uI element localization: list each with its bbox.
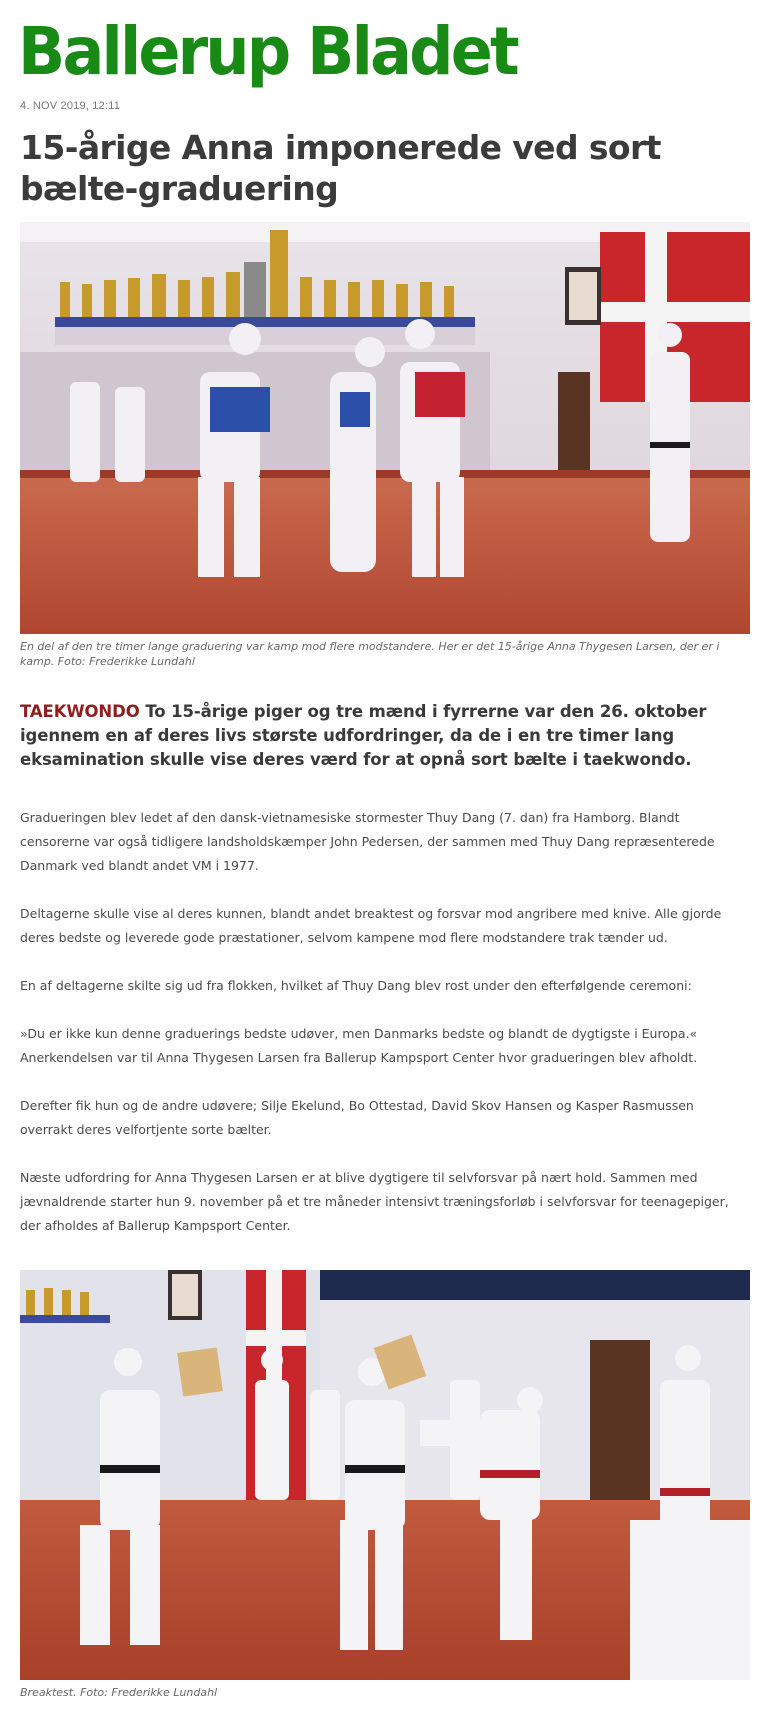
body-paragraph: Næste udfordring for Anna Thygesen Larsen er at blive dygtigere til selvforsvar på nært hold. Sammen med jævnaldrende starter hun 9. november på et tre måneder intensivt træningsforløb i selvforsvar for teenagepiger, der afholdes af Ballerup Kampsport Center. — [20, 1170, 729, 1233]
body-paragraph: En af deltagerne skilte sig ud fra flokken, hvilket af Thuy Dang blev rost under den efterfølgende ceremoni: — [20, 978, 692, 993]
breaktest-photo-illustration — [20, 1270, 750, 1680]
photo-caption: Breaktest. Foto: Frederikke Lundahl — [20, 1686, 218, 1699]
sparring-photo-illustration — [20, 222, 750, 634]
body-paragraph: Gradueringen blev ledet af den dansk-vietnamesiske stormester Thuy Dang (7. dan) fra Hamborg. Blandt censorerne var også tidligere landsholdskæmper John Pedersen, der sammen med Thuy Dang repræsenterede Danmark ved blandt andet VM i 1977. — [20, 810, 715, 873]
article-photo-breaktest[interactable] — [20, 1270, 750, 1680]
body-paragraph: Derefter fik hun og de andre udøvere; Silje Ekelund, Bo Ottestad, David Skov Hansen og Kasper Rasmussen overrakt deres velfortjente sorte bælter. — [20, 1098, 694, 1137]
article-body — [20, 806, 750, 1262]
photo-caption: En del af den tre timer lange graduering var kamp mod flere modstandere. Her er det 15-årige Anna Thygesen Larsen, der er i kamp. Foto: Frederikke Lundahl — [20, 640, 720, 668]
lead-text: To 15-årige piger og tre mænd i fyrrerne var den 26. oktober igennem en af deres livs største udfordringer, da de i en tre timer lang eksamination skulle vise deres værd for at opnå sort bælte i taekwondo. — [20, 702, 707, 769]
publish-date: 4. NOV 2019, 12:11 — [20, 100, 121, 112]
body-paragraph: Deltagerne skulle vise al deres kunnen, blandt andet breaktest og forsvar mod angribere med knive. Alle gjorde deres bedste og leverede gode præstationer, selvom kampene mod flere modstandere trak tænder ud. — [20, 906, 722, 945]
body-paragraph: »Du er ikke kun denne graduerings bedste udøver, men Danmarks bedste og blandt de dygtigste i Europa.« Anerkendelsen var til Anna Thygesen Larsen fra Ballerup Kampsport Center hvor gradueringen blev afholdt. — [20, 1026, 698, 1065]
lead-kicker: TAEKWONDO — [20, 702, 140, 721]
site-logo[interactable]: Ballerup Bladet — [18, 13, 517, 90]
article-photo-sparring[interactable] — [20, 222, 750, 634]
article-lead — [20, 700, 750, 772]
article-headline: 15-årige Anna imponerede ved sort bælte-graduering — [20, 128, 661, 208]
